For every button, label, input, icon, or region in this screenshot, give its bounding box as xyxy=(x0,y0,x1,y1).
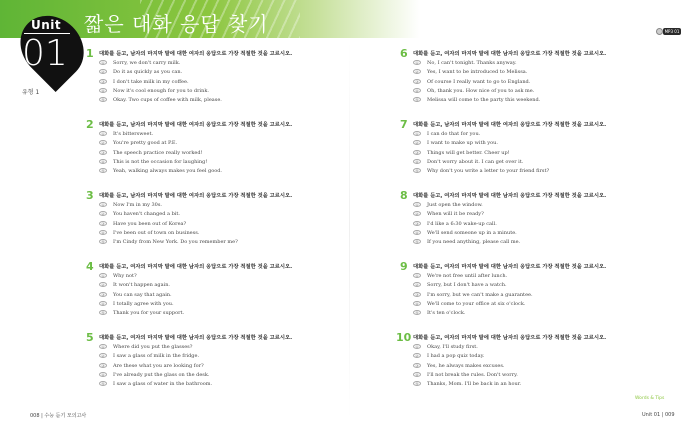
answer-option[interactable] xyxy=(413,79,530,85)
option-text: Don't worry about it. I can get over it. xyxy=(427,158,524,165)
answer-option[interactable] xyxy=(413,202,483,208)
tip-label: Words & Tips xyxy=(635,396,665,401)
answer-option[interactable] xyxy=(413,221,497,227)
option-marker: ① xyxy=(413,131,421,136)
option-marker: ④ xyxy=(413,159,421,164)
option-text: Just open the window. xyxy=(427,202,483,208)
option-text: It's ten o'clock. xyxy=(427,310,466,317)
answer-option[interactable] xyxy=(413,60,517,66)
question-number: 6 xyxy=(400,47,408,60)
question-number: 4 xyxy=(86,260,94,273)
option-text: Do it as quickly as you can. xyxy=(113,69,183,76)
option-text: Thanks, Mom. I'll be back in an hour. xyxy=(427,381,522,388)
option-marker: ① xyxy=(99,344,107,349)
option-marker: ⑤ xyxy=(99,239,107,244)
answer-option[interactable] xyxy=(413,159,523,165)
option-marker: ④ xyxy=(413,372,421,377)
question-number: 7 xyxy=(400,118,408,131)
option-marker: ⑤ xyxy=(413,168,421,173)
option-marker: ④ xyxy=(413,301,421,306)
option-marker: ④ xyxy=(99,88,107,93)
option-text: We'll come to your office at six o'clock. xyxy=(427,300,526,307)
option-text: Yes, I want to be introduced to Melissa. xyxy=(427,69,528,76)
option-marker: ⑤ xyxy=(99,97,107,102)
question-number: 2 xyxy=(86,118,94,131)
answer-option[interactable] xyxy=(99,239,238,245)
answer-option[interactable] xyxy=(99,159,207,165)
unit-number: 01 xyxy=(22,33,68,74)
option-marker: ① xyxy=(413,60,421,65)
answer-option[interactable] xyxy=(413,273,507,279)
answer-option[interactable] xyxy=(99,131,153,137)
option-text: Where did you put the glasses? xyxy=(113,344,193,350)
option-marker: ① xyxy=(413,344,421,349)
option-marker: ⑤ xyxy=(413,239,421,244)
answer-option[interactable] xyxy=(99,353,199,359)
option-text: I saw a glass of water in the bathroom. xyxy=(113,381,213,388)
option-marker: ① xyxy=(99,202,107,207)
option-text: You're pretty good at P.E. xyxy=(113,140,178,147)
option-text: Yes, he always makes excuses. xyxy=(427,362,505,369)
option-marker: ④ xyxy=(413,230,421,235)
option-text: I'm sorry, but we can't make a guarantee. xyxy=(427,291,533,298)
option-marker: ② xyxy=(413,140,421,145)
option-marker: ③ xyxy=(99,292,107,297)
answer-option[interactable] xyxy=(413,292,533,298)
option-marker: ① xyxy=(413,202,421,207)
option-marker: ③ xyxy=(99,79,107,84)
answer-option[interactable] xyxy=(413,239,520,245)
answer-option[interactable] xyxy=(413,168,549,174)
answer-option[interactable] xyxy=(99,310,184,316)
option-marker: ⑤ xyxy=(413,97,421,102)
option-text: Melissa will come to the party this weekend. xyxy=(427,97,541,104)
option-marker: ④ xyxy=(99,230,107,235)
option-text: The speech practice really worked! xyxy=(113,149,203,156)
option-marker: ⑤ xyxy=(99,381,107,386)
option-marker: ⑤ xyxy=(413,381,421,386)
option-text: If you need anything, please call me. xyxy=(427,239,521,246)
option-text: I totally agree with you. xyxy=(113,300,174,307)
option-text: Yeah, walking always makes you feel good. xyxy=(113,168,223,175)
answer-option[interactable] xyxy=(99,150,203,156)
option-text: We're not free until after lunch. xyxy=(427,273,508,279)
option-text: Are these what you are looking for? xyxy=(113,362,204,369)
unit-label: Unit xyxy=(31,18,62,32)
question-instruction: 대화를 듣고, 여자의 마지막 말에 대한 남자의 응답으로 가장 적절한 것을 고르시오. xyxy=(413,335,607,341)
question-number: 10 xyxy=(396,331,412,344)
option-text: Okay. Two cups of coffee with milk, please. xyxy=(113,97,222,104)
question-number: 5 xyxy=(86,331,94,344)
option-marker: ⑤ xyxy=(99,310,107,315)
footer-right: Unit 01 | 009 xyxy=(642,412,675,418)
page-title: 짧은 대화 응답 찾기 xyxy=(84,12,269,36)
option-text: Sorry, but I don't have a watch. xyxy=(427,282,507,289)
answer-option[interactable] xyxy=(413,301,525,307)
answer-option[interactable] xyxy=(413,150,510,156)
answer-option[interactable] xyxy=(99,79,189,85)
option-text: I had a pop quiz today. xyxy=(427,353,485,360)
answer-option[interactable] xyxy=(413,211,484,217)
option-text: You haven't changed a bit. xyxy=(113,211,181,218)
answer-option[interactable] xyxy=(413,344,478,350)
answer-option[interactable] xyxy=(413,230,517,236)
question-instruction: 대화를 듣고, 남자의 마지막 말에 대한 여자의 응답으로 가장 적절한 것을 고르시오. xyxy=(413,122,607,128)
answer-option[interactable] xyxy=(413,69,527,75)
answer-option[interactable] xyxy=(99,381,212,387)
option-text: Sorry, we don't carry milk. xyxy=(113,60,181,66)
option-text: When will it be ready? xyxy=(427,211,484,218)
option-text: Oh, thank you. How nice of you to ask me. xyxy=(427,87,535,94)
option-text: This is not the occasion for laughing! xyxy=(113,158,208,165)
question-number: 1 xyxy=(86,47,94,60)
question-instruction: 대화를 듣고, 여자의 마지막 말에 대한 남자의 응답으로 가장 적절한 것을 고르시오. xyxy=(99,264,293,270)
option-marker: ① xyxy=(99,131,107,136)
option-marker: ② xyxy=(99,140,107,145)
answer-option[interactable] xyxy=(99,363,204,369)
option-text: Why don't you write a letter to your friend first? xyxy=(427,168,550,175)
cd-icon xyxy=(656,28,663,35)
option-text: Why not? xyxy=(113,273,137,279)
option-text: I don't take milk in my coffee. xyxy=(113,78,189,85)
option-marker: ② xyxy=(413,69,421,74)
answer-option[interactable] xyxy=(413,310,466,316)
option-text: I've already put the glass on the desk. xyxy=(113,371,210,378)
answer-option[interactable] xyxy=(413,97,540,103)
option-marker: ⑤ xyxy=(99,168,107,173)
option-text: Now it's cool enough for you to drink. xyxy=(113,87,209,94)
answer-option[interactable] xyxy=(99,69,182,75)
option-text: Now I'm in my 30s. xyxy=(113,202,163,208)
answer-option[interactable] xyxy=(99,211,180,217)
answer-option[interactable] xyxy=(99,140,177,146)
answer-option[interactable] xyxy=(99,282,170,288)
answer-option[interactable] xyxy=(413,381,521,387)
option-text: I'll not break the rules. Don't worry. xyxy=(427,371,518,378)
option-marker: ① xyxy=(99,60,107,65)
option-text: Of course I really want to go to England. xyxy=(427,78,531,85)
option-marker: ③ xyxy=(413,150,421,155)
option-marker: ① xyxy=(99,273,107,278)
option-text: Okay, I'll study first. xyxy=(427,344,478,350)
option-marker: ② xyxy=(413,353,421,358)
answer-option[interactable] xyxy=(99,88,209,94)
option-marker: ③ xyxy=(413,292,421,297)
question-instruction: 대화를 듣고, 여자의 마지막 말에 대한 남자의 응답으로 가장 적절한 것을 고르시오. xyxy=(99,335,293,341)
option-text: I've been out of town on business. xyxy=(113,229,200,236)
question-number: 3 xyxy=(86,189,94,202)
option-marker: ② xyxy=(99,211,107,216)
question-instruction: 대화를 듣고, 여자의 마지막 말에 대한 남자의 응답으로 가장 적절한 것을 고르시오. xyxy=(413,193,607,199)
option-marker: ⑤ xyxy=(413,310,421,315)
option-text: I want to make up with you. xyxy=(427,140,498,147)
question-instruction: 대화를 듣고, 남자의 마지막 말에 대한 여자의 응답으로 가장 적절한 것을 고르시오. xyxy=(99,122,293,128)
option-marker: ① xyxy=(413,273,421,278)
option-text: I'd like a 6:30 wake-up call. xyxy=(427,220,497,227)
answer-option[interactable] xyxy=(99,60,180,66)
option-text: You can say that again. xyxy=(113,291,172,298)
answer-option[interactable] xyxy=(99,372,210,378)
option-marker: ② xyxy=(99,353,107,358)
option-marker: ④ xyxy=(99,159,107,164)
answer-option[interactable] xyxy=(413,363,505,369)
option-marker: ③ xyxy=(99,221,107,226)
option-marker: ③ xyxy=(99,150,107,155)
option-text: I can do that for you. xyxy=(427,131,481,137)
answer-option[interactable] xyxy=(413,88,534,94)
answer-option[interactable] xyxy=(413,372,518,378)
option-marker: ③ xyxy=(413,221,421,226)
audio-track-badge[interactable]: MP3 01 xyxy=(664,29,680,34)
option-marker: ② xyxy=(413,282,421,287)
answer-option[interactable] xyxy=(99,273,137,279)
answer-option[interactable] xyxy=(99,202,162,208)
question-instruction: 대화를 듣고, 여자의 마지막 말에 대한 남자의 응답으로 가장 적절한 것을 고르시오. xyxy=(413,264,607,270)
option-text: It won't happen again. xyxy=(113,282,170,289)
option-marker: ③ xyxy=(413,363,421,368)
answer-option[interactable] xyxy=(99,301,174,307)
option-text: It's bittersweet. xyxy=(113,131,154,137)
answer-option[interactable] xyxy=(413,282,507,288)
option-text: We'll send someone up in a minute. xyxy=(427,229,517,236)
question-number: 8 xyxy=(400,189,408,202)
option-marker: ② xyxy=(99,69,107,74)
option-text: I saw a glass of milk in the fridge. xyxy=(113,353,200,360)
option-marker: ④ xyxy=(99,372,107,377)
option-marker: ② xyxy=(99,282,107,287)
answer-option[interactable] xyxy=(99,168,222,174)
option-marker: ④ xyxy=(99,301,107,306)
option-text: I'm Cindy from New York. Do you remember me? xyxy=(113,239,238,246)
answer-option[interactable] xyxy=(413,353,484,359)
answer-option[interactable] xyxy=(413,140,498,146)
question-instruction: 대화를 듣고, 남자의 마지막 말에 대한 여자의 응답으로 가장 적절한 것을 고르시오. xyxy=(99,193,293,199)
question-instruction: 대화를 듣고, 남자의 마지막 말에 대한 여자의 응답으로 가장 적절한 것을 고르시오. xyxy=(99,51,293,57)
option-text: Things will get better. Cheer up! xyxy=(427,149,510,156)
question-number: 9 xyxy=(400,260,408,273)
answer-option[interactable] xyxy=(413,131,480,137)
type-label: 유형 1 xyxy=(22,89,40,96)
answer-option[interactable] xyxy=(99,221,186,227)
answer-option[interactable] xyxy=(99,292,172,298)
option-marker: ③ xyxy=(413,79,421,84)
option-marker: ④ xyxy=(413,88,421,93)
question-instruction: 대화를 듣고, 여자의 마지막 말에 대한 남자의 응답으로 가장 적절한 것을 고르시오. xyxy=(413,51,607,57)
option-text: Have you been out of Korea? xyxy=(113,220,187,227)
answer-option[interactable] xyxy=(99,344,192,350)
page-fold xyxy=(349,40,350,420)
answer-option[interactable] xyxy=(99,97,222,103)
footer-left: 008 | 수능 듣기 모의고사 xyxy=(30,413,87,419)
option-text: No, I can't tonight. Thanks anyway. xyxy=(427,60,517,66)
option-marker: ③ xyxy=(99,363,107,368)
option-text: Thank you for your support. xyxy=(113,310,185,317)
option-marker: ② xyxy=(413,211,421,216)
answer-option[interactable] xyxy=(99,230,199,236)
